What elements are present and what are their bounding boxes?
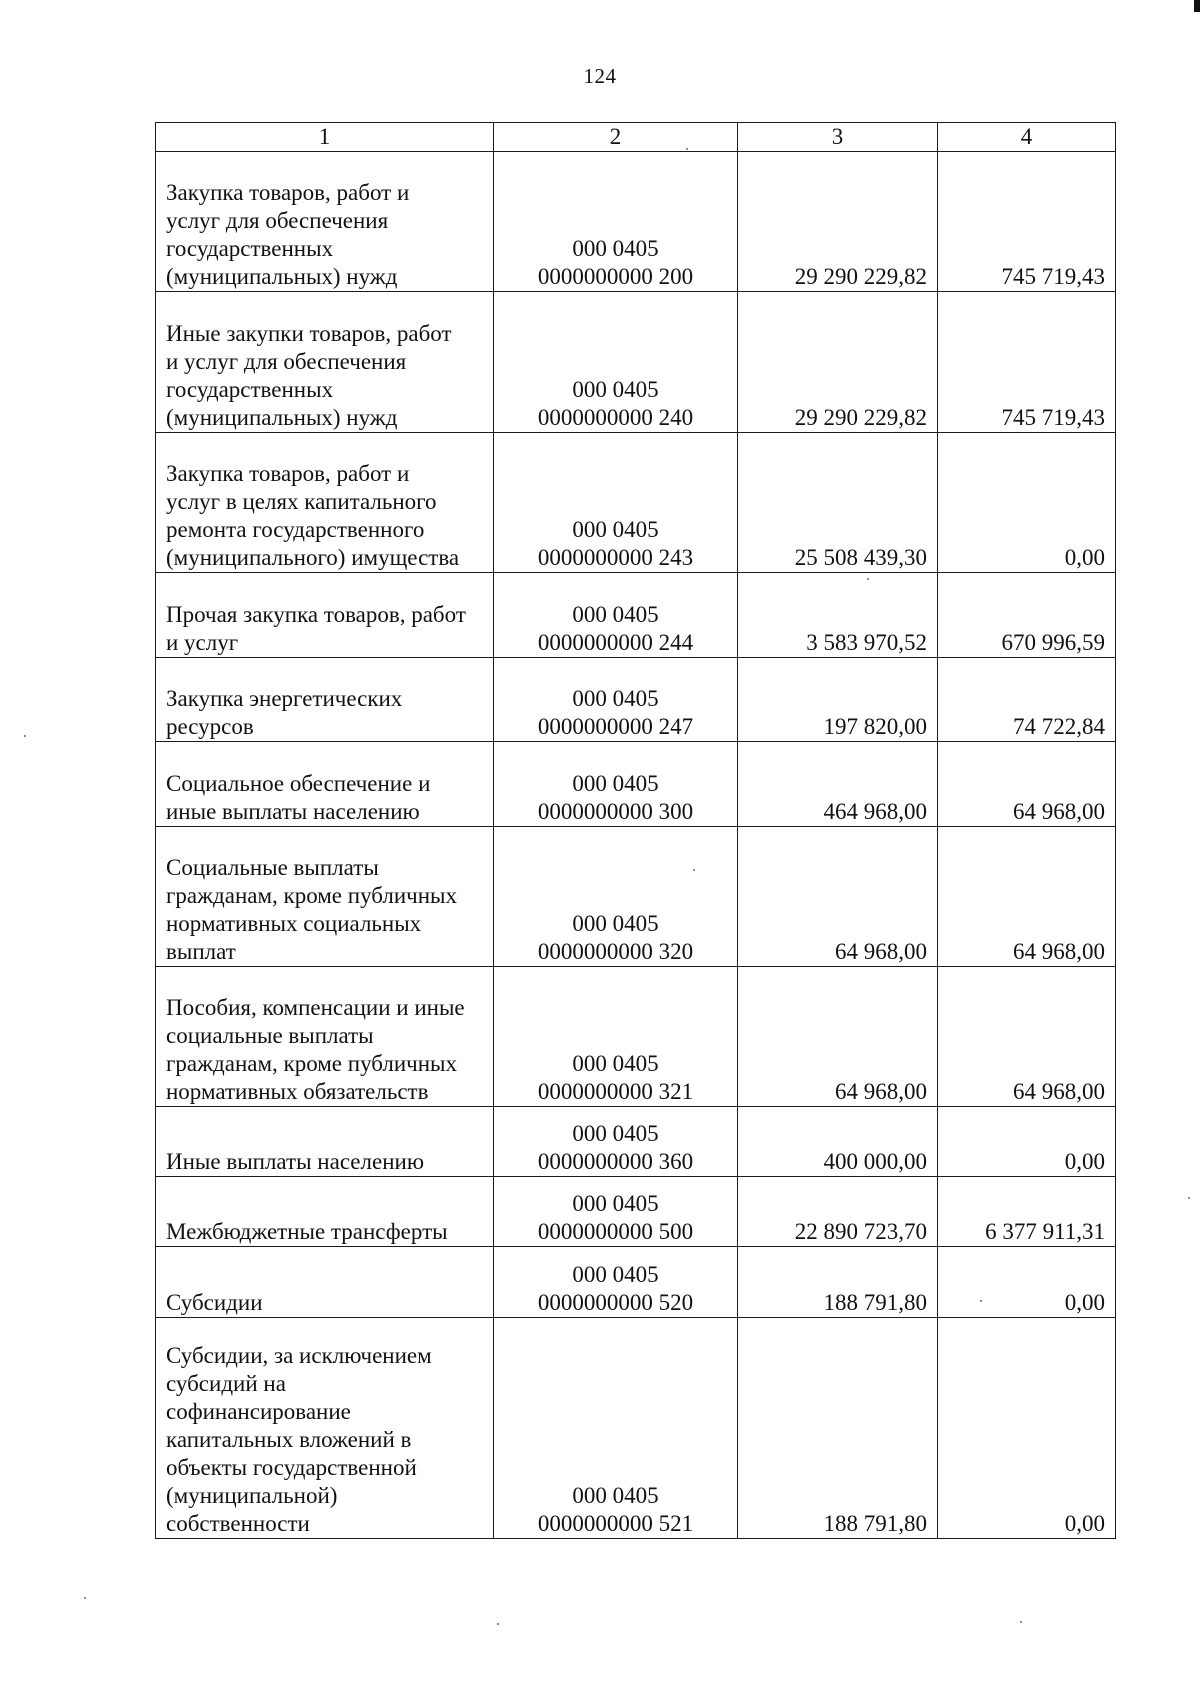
row-code-cell: 000 0405 0000000000 360 xyxy=(494,1107,738,1177)
row-code-cell: 000 0405 0000000000 300 xyxy=(494,742,738,827)
row-amount-col4: 0,00 xyxy=(938,1247,1116,1318)
row-code-cell: 000 0405 0000000000 244 xyxy=(494,573,738,658)
row-amount-col3: 29 290 229,82 xyxy=(738,292,938,433)
row-amount-col3: 64 968,00 xyxy=(738,827,938,967)
row-name-cell: Прочая закупка товаров, работ и услуг xyxy=(156,573,494,658)
scan-corner-mark xyxy=(1194,0,1200,12)
scan-speck xyxy=(1020,1621,1022,1623)
table-row xyxy=(156,292,1116,433)
table-body xyxy=(156,152,1116,1539)
row-amount-col3: 3 583 970,52 xyxy=(738,573,938,658)
row-code-cell: 000 0405 0000000000 240 xyxy=(494,292,738,433)
scan-speck xyxy=(24,735,26,737)
scan-speck xyxy=(980,1300,982,1302)
scan-speck xyxy=(1188,1197,1190,1199)
table-row xyxy=(156,152,1116,292)
scan-speck xyxy=(867,578,869,580)
row-amount-col4: 64 968,00 xyxy=(938,827,1116,967)
row-name-cell: Закупка энергетических ресурсов xyxy=(156,658,494,742)
row-code-cell: 000 0405 0000000000 521 xyxy=(494,1318,738,1539)
row-code-cell: 000 0405 0000000000 243 xyxy=(494,433,738,573)
row-name-cell: Закупка товаров, работ и услуг для обеспечения государственных (муниципальных) нужд xyxy=(156,152,494,292)
row-code-cell: 000 0405 0000000000 320 xyxy=(494,827,738,967)
row-name-cell: Социальное обеспечение и иные выплаты населению xyxy=(156,742,494,827)
row-amount-col4: 0,00 xyxy=(938,1107,1116,1177)
row-amount-col4: 745 719,43 xyxy=(938,292,1116,433)
row-amount-col3: 197 820,00 xyxy=(738,658,938,742)
row-amount-col4: 64 968,00 xyxy=(938,967,1116,1107)
table-row xyxy=(156,742,1116,827)
row-amount-col3: 188 791,80 xyxy=(738,1247,938,1318)
row-name-cell: Субсидии xyxy=(156,1247,494,1318)
column-header-4: 4 xyxy=(938,123,1116,152)
scan-speck xyxy=(693,869,695,871)
row-code-cell: 000 0405 0000000000 200 xyxy=(494,152,738,292)
row-amount-col4: 6 377 911,31 xyxy=(938,1177,1116,1247)
scan-speck xyxy=(686,148,688,150)
row-code-cell: 000 0405 0000000000 500 xyxy=(494,1177,738,1247)
column-header-1: 1 xyxy=(156,123,494,152)
scan-speck xyxy=(497,1623,499,1625)
table-row xyxy=(156,573,1116,658)
row-amount-col4: 0,00 xyxy=(938,433,1116,573)
column-header-2: 2 xyxy=(494,123,738,152)
table-row xyxy=(156,433,1116,573)
row-amount-col3: 25 508 439,30 xyxy=(738,433,938,573)
row-name-cell: Субсидии, за исключением субсидий на софинансирование капитальных вложений в объекты государственной (муниципальной) собственности xyxy=(156,1318,494,1539)
scan-speck xyxy=(84,1597,86,1599)
row-amount-col4: 74 722,84 xyxy=(938,658,1116,742)
row-amount-col3: 29 290 229,82 xyxy=(738,152,938,292)
row-amount-col3: 464 968,00 xyxy=(738,742,938,827)
budget-table xyxy=(155,122,1116,1539)
row-amount-col3: 400 000,00 xyxy=(738,1107,938,1177)
table-row xyxy=(156,967,1116,1107)
table-row xyxy=(156,658,1116,742)
table-row xyxy=(156,1177,1116,1247)
row-amount-col4: 670 996,59 xyxy=(938,573,1116,658)
row-amount-col4: 745 719,43 xyxy=(938,152,1116,292)
row-amount-col3: 22 890 723,70 xyxy=(738,1177,938,1247)
row-amount-col3: 64 968,00 xyxy=(738,967,938,1107)
column-header-3: 3 xyxy=(738,123,938,152)
row-name-cell: Социальные выплаты гражданам, кроме публичных нормативных социальных выплат xyxy=(156,827,494,967)
table-row xyxy=(156,1107,1116,1177)
row-amount-col4: 0,00 xyxy=(938,1318,1116,1539)
table-row xyxy=(156,1247,1116,1318)
page-number: 124 xyxy=(583,64,617,88)
row-code-cell: 000 0405 0000000000 520 xyxy=(494,1247,738,1318)
table-row xyxy=(156,827,1116,967)
row-code-cell: 000 0405 0000000000 247 xyxy=(494,658,738,742)
row-name-cell: Иные закупки товаров, работ и услуг для обеспечения государственных (муниципальных) нужд xyxy=(156,292,494,433)
row-name-cell: Межбюджетные трансферты xyxy=(156,1177,494,1247)
row-name-cell: Пособия, компенсации и иные социальные выплаты гражданам, кроме публичных нормативных обязательств xyxy=(156,967,494,1107)
row-code-cell: 000 0405 0000000000 321 xyxy=(494,967,738,1107)
row-name-cell: Закупка товаров, работ и услуг в целях капитального ремонта государственного (муниципального) имущества xyxy=(156,433,494,573)
row-amount-col3: 188 791,80 xyxy=(738,1318,938,1539)
table-row xyxy=(156,1318,1116,1539)
table-header-row xyxy=(156,123,1116,152)
row-amount-col4: 64 968,00 xyxy=(938,742,1116,827)
row-name-cell: Иные выплаты населению xyxy=(156,1107,494,1177)
